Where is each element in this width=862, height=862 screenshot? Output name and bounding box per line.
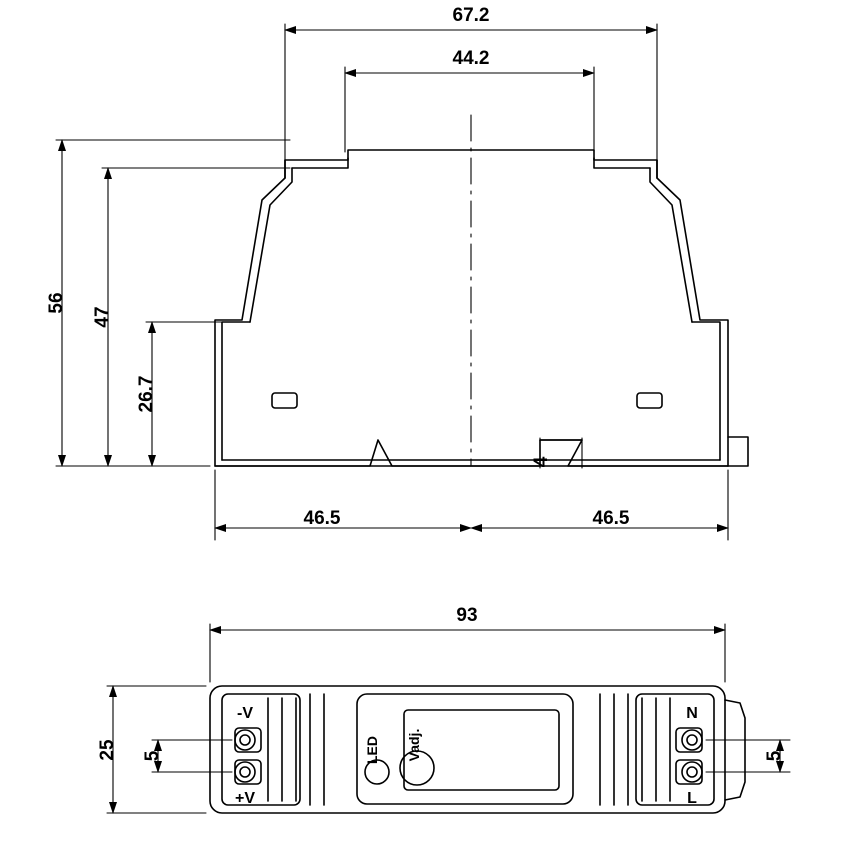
terminal-label-pos-v: +V — [234, 790, 256, 807]
terminal-label-l: L — [687, 790, 697, 807]
dim-side-height: 25 — [97, 739, 118, 761]
front-view-dimension-labels — [46, 5, 630, 529]
dim-overall-width: 67.2 — [452, 5, 490, 26]
dim-half-width-left: 46.5 — [303, 508, 341, 529]
dim-rail-notch: 4 — [531, 456, 552, 468]
dim-top-width: 44.2 — [452, 48, 490, 69]
indicator-labels — [364, 729, 422, 764]
terminal-label-neg-v: -V — [237, 705, 253, 722]
front-view-outline — [215, 115, 748, 466]
vadj-label: Vadj. — [406, 728, 422, 762]
led-label: LED — [364, 736, 380, 764]
dim-overall-height: 56 — [46, 292, 67, 314]
dim-terminal-pitch-right: 5 — [764, 750, 785, 762]
side-view-outline — [210, 686, 745, 813]
dim-overall-length: 93 — [456, 605, 478, 626]
dim-half-width-right: 46.5 — [592, 508, 630, 529]
terminal-label-n: N — [686, 705, 698, 722]
dim-body-height: 47 — [92, 306, 113, 328]
front-view-dimensions — [56, 24, 728, 540]
dim-terminal-pitch-left: 5 — [142, 750, 163, 762]
dim-lower-height: 26.7 — [136, 375, 157, 413]
